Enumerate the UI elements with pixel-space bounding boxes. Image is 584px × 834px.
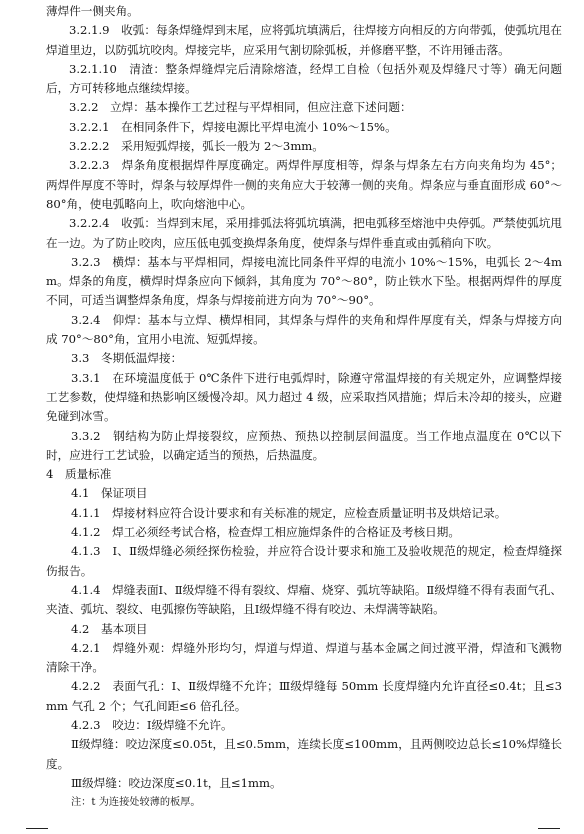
paragraph: Ⅲ级焊缝：咬边深度≤0.1t，且≤1mm。 [71,775,282,790]
footer-rule-left [26,828,48,829]
footnote: 注：t 为连接处较薄的板厚。 [71,797,201,809]
paragraph: 3.3.2 钢结构为防止焊接裂纹，应预热、预热以控制层间温度。当工作地点温度在 0℃以下时，应进行工艺试验，以确定适当的预热，后热温度。 [46,428,562,462]
paragraph: 4 质量标准 [46,467,112,482]
paragraph: 4.1.2 焊工必须经考试合格，检查焊工相应施焊条件的合格证及考核日期。 [71,525,460,540]
paragraph: 3.2.2 立焊：基本操作工艺过程与平焊相同，但应注意下述问题： [69,100,412,115]
paragraph: 4.1.4 焊缝表面Ⅰ、Ⅱ级焊缝不得有裂纹、焊瘤、烧穿、弧坑等缺陷。Ⅱ级焊缝不得有表面气孔、夹渣、弧坑、裂纹、电弧擦伤等缺陷，且Ⅰ级焊缝不得有咬边、未焊满等缺陷。 [46,582,562,617]
paragraph: 3.2.2.2 采用短弧焊接，弧长一般为 2～3mm。 [69,139,324,154]
paragraph: 3.2.1.10 清渣：整条焊缝焊完后清除熔渣，经焊工自检（包括外观及焊缝尺寸等）确无问题后，方可转移地点继续焊接。 [46,61,562,96]
footer-rule-right [538,828,560,829]
paragraph: 4.1 保证项目 [71,486,148,501]
paragraph: 4.2 基本项目 [71,621,148,636]
paragraph: 薄焊件一侧夹角。 [46,4,139,18]
paragraph: 3.2.2.1 在相同条件下，焊接电源比平焊电流小 10%～15%。 [69,119,397,134]
paragraph: 3.2.2.4 收弧：当焊到末尾，采用排弧法将弧坑填满，把电弧移至熔池中央停弧。严禁使弧坑甩在一边。为了防止咬肉，应压低电弧变换焊条角度，使焊条与焊件垂直或由弧稍向下吹。 [46,216,562,250]
paragraph: 3.3.1 在环境温度低于 0℃条件下进行电弧焊时，除遵守常温焊接的有关规定外，应调整焊接工艺参数，使焊缝和热影响区缓慢冷却。风力超过 4 级，应采取挡风措施；焊后未冷却的接头，应避免碰到冰雪。 [46,370,562,424]
paragraph: 4.2.1 焊缝外观：焊缝外形均匀，焊道与焊道、焊道与基本金属之间过渡平滑，焊渣和飞溅物清除干净。 [46,640,562,675]
paragraph: 3.2.2.3 焊条角度根据焊件厚度确定。两焊件厚度相等，焊条与焊条左右方向夹角均为 45°；两焊件厚度不等时，焊条与较厚焊件一侧的夹角应大于较薄一侧的夹角。焊条应与垂直面形成 60°～80°角，使电弧略向上，吹向熔池中心。 [46,158,562,211]
paragraph: 4.2.3 咬边：Ⅰ级焊缝不允许。 [71,717,233,732]
paragraph: 4.2.2 表面气孔：Ⅰ、Ⅱ级焊缝不允许；Ⅲ级焊缝每 50mm 长度焊缝内允许直径≤0.4t；且≤3mm 气孔 2 个；气孔间距≤6 倍孔径。 [46,679,562,713]
document-body [46,2,562,812]
paragraph: 3.2.4 仰焊：基本与立焊、横焊相同，其焊条与焊件的夹角和焊件厚度有关，焊条与焊接方向成 70°～80°角，宜用小电流、短弧焊接。 [46,312,562,347]
paragraph: 4.1.3 Ⅰ、Ⅱ级焊缝必须经探伤检验，并应符合设计要求和施工及验收规范的规定，检查焊缝探伤报告。 [46,544,562,578]
paragraph: 3.2.3 横焊：基本与平焊相同，焊接电流比同条件平焊的电流小 10%～15%，电弧长 2～4mm。焊条的角度，横焊时焊条应向下倾斜，其角度为 70°～80°，防止铁水下坠。根据两焊件的厚度不同，可适当调整焊条角度，焊条与焊接前进方向为 70°～90°。 [46,254,562,308]
paragraph: 3.2.1.9 收弧：每条焊缝焊到末尾，应将弧坑填满后，往焊接方向相反的方向带弧，使弧坑甩在焊道里边，以防弧坑咬肉。焊接完毕，应采用气割切除弧板，并修磨平整，不许用锤击落。 [46,23,562,57]
paragraph: 4.1.1 焊接材料应符合设计要求和有关标准的规定，应检查质量证明书及烘焙记录。 [71,505,507,520]
paragraph: 3.3 冬期低温焊接： [71,351,183,366]
paragraph: Ⅱ级焊缝：咬边深度≤0.05t，且≤0.5mm，连续长度≤100mm，且两侧咬边总长≤10%焊缝长度。 [46,737,562,771]
